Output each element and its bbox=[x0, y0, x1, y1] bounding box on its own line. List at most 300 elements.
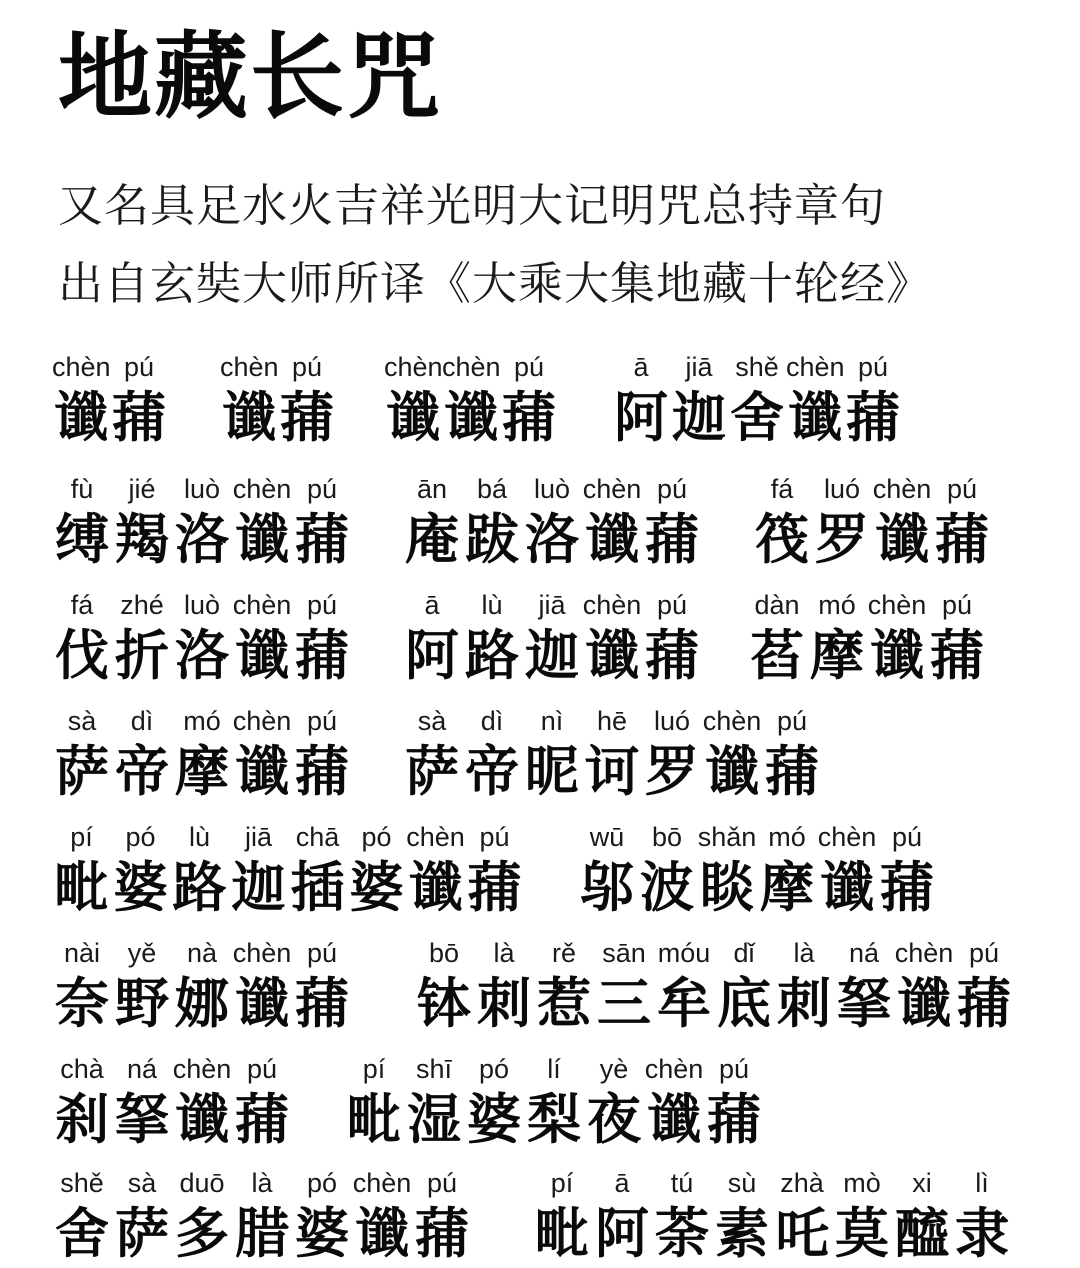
syllable bbox=[344, 1050, 404, 1152]
pinyin: ā bbox=[614, 1168, 630, 1198]
hanzi: 羯 bbox=[115, 508, 169, 571]
syllable bbox=[474, 934, 534, 1036]
mantra-phrase bbox=[612, 348, 902, 450]
syllable bbox=[747, 586, 807, 688]
hanzi: 谶 bbox=[235, 508, 289, 571]
hanzi: 刺 bbox=[477, 972, 531, 1035]
pinyin: dì bbox=[130, 706, 154, 736]
hanzi: 蒱 bbox=[112, 386, 166, 449]
syllable bbox=[807, 586, 867, 688]
pinyin: zhé bbox=[120, 590, 164, 620]
mantra-phrase bbox=[52, 1164, 472, 1266]
hanzi: 罗 bbox=[815, 508, 869, 571]
hanzi: 谶 bbox=[222, 386, 276, 449]
mantra-phrase bbox=[52, 934, 352, 1036]
hanzi: 萨 bbox=[405, 740, 459, 803]
syllable bbox=[932, 470, 992, 572]
hanzi: 刹 bbox=[55, 1088, 109, 1151]
syllable bbox=[670, 348, 728, 450]
hanzi: 腊 bbox=[235, 1202, 289, 1265]
syllable bbox=[232, 1164, 292, 1266]
mantra-phrase bbox=[577, 818, 937, 920]
hanzi: 折 bbox=[115, 624, 169, 687]
page-title: 地藏长咒 bbox=[58, 22, 443, 132]
hanzi: 跋 bbox=[465, 508, 519, 571]
syllable bbox=[172, 934, 232, 1036]
hanzi: 谶 bbox=[705, 740, 759, 803]
syllable bbox=[112, 470, 172, 572]
syllable bbox=[402, 702, 462, 804]
pinyin: duō bbox=[179, 1168, 225, 1198]
syllable bbox=[582, 702, 642, 804]
hanzi: 牟 bbox=[657, 972, 711, 1035]
syllable bbox=[384, 348, 442, 450]
pinyin: sà bbox=[127, 1168, 157, 1198]
pinyin: pú bbox=[426, 1168, 458, 1198]
hanzi: 底 bbox=[717, 972, 771, 1035]
pinyin: chèn bbox=[442, 352, 501, 382]
hanzi: 毗 bbox=[347, 1088, 401, 1151]
pinyin: pú bbox=[306, 938, 338, 968]
pinyin: pú bbox=[718, 1054, 750, 1084]
hanzi: 诃 bbox=[585, 740, 639, 803]
syllable bbox=[402, 586, 462, 688]
syllable bbox=[584, 1050, 644, 1152]
syllable bbox=[786, 348, 844, 450]
pinyin: chà bbox=[60, 1054, 104, 1084]
pinyin: ná bbox=[848, 938, 880, 968]
syllable bbox=[232, 1050, 292, 1152]
syllable bbox=[52, 586, 112, 688]
hanzi: 惹 bbox=[537, 972, 591, 1035]
syllable bbox=[292, 470, 352, 572]
syllable bbox=[52, 470, 112, 572]
syllable bbox=[352, 1164, 412, 1266]
syllable bbox=[872, 470, 932, 572]
hanzi: 谶 bbox=[386, 386, 440, 449]
syllable bbox=[927, 586, 987, 688]
hanzi: 蒱 bbox=[880, 856, 934, 919]
syllable bbox=[232, 470, 292, 572]
mantra-phrase bbox=[414, 934, 1014, 1036]
hanzi: 毗 bbox=[535, 1202, 589, 1265]
hanzi: 蒱 bbox=[280, 386, 334, 449]
syllable bbox=[522, 702, 582, 804]
hanzi: 舍 bbox=[730, 386, 784, 449]
syllable bbox=[812, 470, 872, 572]
pinyin: nì bbox=[540, 706, 564, 736]
syllable bbox=[752, 470, 812, 572]
hanzi: 多 bbox=[175, 1202, 229, 1265]
pinyin: hē bbox=[596, 706, 628, 736]
pinyin: chèn bbox=[232, 938, 292, 968]
pinyin: fù bbox=[70, 474, 94, 504]
pinyin: dì bbox=[480, 706, 504, 736]
pinyin: chèn bbox=[582, 474, 642, 504]
syllable bbox=[952, 1164, 1012, 1266]
syllable bbox=[464, 1050, 524, 1152]
syllable bbox=[406, 818, 465, 920]
pinyin: bō bbox=[428, 938, 460, 968]
hanzi: 吒 bbox=[775, 1202, 829, 1265]
hanzi: 素 bbox=[715, 1202, 769, 1265]
pinyin: yě bbox=[127, 938, 157, 968]
syllable bbox=[172, 586, 232, 688]
pinyin: chèn bbox=[817, 822, 877, 852]
hanzi: 蒱 bbox=[235, 1088, 289, 1151]
syllable bbox=[652, 1164, 712, 1266]
syllable bbox=[582, 470, 642, 572]
hanzi: 拏 bbox=[837, 972, 891, 1035]
hanzi: 谶 bbox=[355, 1202, 409, 1265]
syllable bbox=[697, 818, 757, 920]
syllable bbox=[52, 934, 112, 1036]
syllable bbox=[817, 818, 877, 920]
syllable bbox=[52, 1164, 112, 1266]
syllable bbox=[704, 1050, 764, 1152]
hanzi: 庵 bbox=[405, 508, 459, 571]
syllable bbox=[642, 586, 702, 688]
pinyin: pú bbox=[291, 352, 323, 382]
hanzi: 荼 bbox=[655, 1202, 709, 1265]
syllable bbox=[442, 348, 500, 450]
syllable bbox=[292, 702, 352, 804]
hanzi: 谶 bbox=[585, 624, 639, 687]
mantra-phrase bbox=[52, 470, 352, 572]
mantra-phrase bbox=[344, 1050, 764, 1152]
pinyin: luó bbox=[653, 706, 691, 736]
pinyin: chèn bbox=[406, 822, 465, 852]
syllable bbox=[772, 1164, 832, 1266]
hanzi: 帝 bbox=[465, 740, 519, 803]
syllable bbox=[292, 1164, 352, 1266]
syllable bbox=[522, 470, 582, 572]
pinyin: ná bbox=[126, 1054, 158, 1084]
hanzi: 蒱 bbox=[957, 972, 1011, 1035]
hanzi: 插 bbox=[290, 856, 345, 919]
hanzi: 洛 bbox=[175, 624, 229, 687]
mantra-phrase bbox=[402, 702, 822, 804]
pinyin: jié bbox=[128, 474, 156, 504]
hanzi: 谶 bbox=[408, 856, 463, 919]
hanzi: 婆 bbox=[113, 856, 168, 919]
hanzi: 睒 bbox=[700, 856, 754, 919]
pinyin: rě bbox=[551, 938, 576, 968]
hanzi: 谶 bbox=[788, 386, 842, 449]
pinyin: nà bbox=[186, 938, 218, 968]
syllable bbox=[644, 1050, 704, 1152]
hanzi: 谶 bbox=[647, 1088, 701, 1151]
hanzi: 婆 bbox=[295, 1202, 349, 1265]
syllable bbox=[112, 702, 172, 804]
syllable bbox=[172, 1164, 232, 1266]
syllable bbox=[112, 586, 172, 688]
syllable bbox=[757, 818, 817, 920]
syllable bbox=[112, 1050, 172, 1152]
pinyin: chèn bbox=[644, 1054, 704, 1084]
syllable bbox=[232, 586, 292, 688]
pinyin: pú bbox=[513, 352, 545, 382]
hanzi: 莫 bbox=[835, 1202, 889, 1265]
hanzi: 萨 bbox=[55, 740, 109, 803]
hanzi: 蒱 bbox=[765, 740, 819, 803]
hanzi: 蒱 bbox=[502, 386, 556, 449]
pinyin: sà bbox=[417, 706, 447, 736]
pinyin: pú bbox=[479, 822, 510, 852]
syllable bbox=[714, 934, 774, 1036]
syllable bbox=[414, 934, 474, 1036]
mantra-phrase bbox=[52, 702, 352, 804]
syllable bbox=[172, 470, 232, 572]
pinyin: fá bbox=[70, 590, 94, 620]
pinyin: sù bbox=[727, 1168, 757, 1198]
syllable bbox=[534, 934, 594, 1036]
pinyin: chèn bbox=[867, 590, 927, 620]
syllable bbox=[577, 818, 637, 920]
syllable bbox=[877, 818, 937, 920]
hanzi: 邬 bbox=[580, 856, 634, 919]
pinyin: chèn bbox=[582, 590, 642, 620]
hanzi: 梨 bbox=[527, 1088, 581, 1151]
mantra-phrase bbox=[402, 586, 702, 688]
pinyin: sān bbox=[602, 938, 646, 968]
pinyin: dàn bbox=[754, 590, 800, 620]
hanzi: 蒱 bbox=[935, 508, 989, 571]
pinyin: ān bbox=[416, 474, 448, 504]
hanzi: 洛 bbox=[175, 508, 229, 571]
syllable bbox=[834, 934, 894, 1036]
syllable bbox=[894, 934, 954, 1036]
pinyin: pú bbox=[968, 938, 1000, 968]
syllable bbox=[642, 702, 702, 804]
pinyin: pó bbox=[478, 1054, 510, 1084]
pinyin: lí bbox=[547, 1054, 561, 1084]
syllable bbox=[52, 702, 112, 804]
hanzi: 谶 bbox=[235, 740, 289, 803]
syllable bbox=[465, 818, 524, 920]
hanzi: 娜 bbox=[175, 972, 229, 1035]
hanzi: 伐 bbox=[55, 624, 109, 687]
mantra-phrase bbox=[220, 348, 336, 450]
pinyin: luò bbox=[533, 474, 571, 504]
pinyin: pú bbox=[857, 352, 889, 382]
hanzi: 蒱 bbox=[415, 1202, 469, 1265]
hanzi: 谶 bbox=[235, 972, 289, 1035]
pinyin: zhà bbox=[780, 1168, 824, 1198]
hanzi: 婆 bbox=[467, 1088, 521, 1151]
hanzi: 罗 bbox=[645, 740, 699, 803]
hanzi: 蒱 bbox=[295, 624, 349, 687]
pinyin: lì bbox=[975, 1168, 989, 1198]
pinyin: mó bbox=[183, 706, 221, 736]
syllable bbox=[500, 348, 558, 450]
mantra-phrase bbox=[384, 348, 558, 450]
hanzi: 筏 bbox=[755, 508, 809, 571]
hanzi: 蒱 bbox=[295, 508, 349, 571]
syllable bbox=[524, 1050, 584, 1152]
pinyin: pú bbox=[946, 474, 978, 504]
hanzi: 阿 bbox=[405, 624, 459, 687]
syllable bbox=[612, 348, 670, 450]
hanzi: 帝 bbox=[115, 740, 169, 803]
syllable bbox=[229, 818, 288, 920]
subtitle-source: 出自玄奘大师所译《大乘大集地藏十轮经》 bbox=[58, 257, 933, 310]
pinyin: lù bbox=[188, 822, 210, 852]
pinyin: shī bbox=[415, 1054, 453, 1084]
pinyin: chèn bbox=[232, 706, 292, 736]
pinyin: jiā bbox=[685, 352, 713, 382]
pinyin: bá bbox=[476, 474, 508, 504]
hanzi: 蒱 bbox=[467, 856, 522, 919]
syllable bbox=[110, 348, 168, 450]
pinyin: chèn bbox=[52, 352, 111, 382]
syllable bbox=[52, 818, 111, 920]
hanzi: 蒱 bbox=[295, 740, 349, 803]
mantra-phrase bbox=[752, 470, 992, 572]
syllable bbox=[462, 586, 522, 688]
pinyin: chèn bbox=[232, 590, 292, 620]
hanzi: 洛 bbox=[525, 508, 579, 571]
hanzi: 摩 bbox=[175, 740, 229, 803]
pinyin: móu bbox=[657, 938, 711, 968]
pinyin: chèn bbox=[786, 352, 845, 382]
syllable bbox=[52, 348, 110, 450]
syllable bbox=[347, 818, 406, 920]
pinyin: pú bbox=[656, 474, 688, 504]
pinyin: sà bbox=[67, 706, 97, 736]
syllable bbox=[642, 470, 702, 572]
hanzi: 舍 bbox=[55, 1202, 109, 1265]
pinyin: wū bbox=[589, 822, 625, 852]
syllable bbox=[232, 934, 292, 1036]
mantra-phrase bbox=[52, 1050, 292, 1152]
hanzi: 醯 bbox=[895, 1202, 949, 1265]
syllable bbox=[170, 818, 229, 920]
pinyin: pú bbox=[246, 1054, 278, 1084]
hanzi: 蒱 bbox=[295, 972, 349, 1035]
pinyin: pí bbox=[362, 1054, 386, 1084]
syllable bbox=[112, 1164, 172, 1266]
syllable bbox=[654, 934, 714, 1036]
hanzi: 谶 bbox=[870, 624, 924, 687]
mantra-phrase bbox=[747, 586, 987, 688]
syllable bbox=[762, 702, 822, 804]
syllable bbox=[522, 586, 582, 688]
hanzi: 蒱 bbox=[645, 624, 699, 687]
hanzi: 昵 bbox=[525, 740, 579, 803]
pinyin: chèn bbox=[232, 474, 292, 504]
hanzi: 谶 bbox=[820, 856, 874, 919]
syllable bbox=[728, 348, 786, 450]
pinyin: luò bbox=[183, 474, 221, 504]
syllable bbox=[292, 586, 352, 688]
syllable bbox=[52, 1050, 112, 1152]
hanzi: 谶 bbox=[235, 624, 289, 687]
hanzi: 迦 bbox=[672, 386, 726, 449]
pinyin: luó bbox=[823, 474, 861, 504]
hanzi: 谶 bbox=[444, 386, 498, 449]
syllable bbox=[832, 1164, 892, 1266]
hanzi: 迦 bbox=[525, 624, 579, 687]
pinyin: mó bbox=[818, 590, 856, 620]
mantra-phrase bbox=[52, 818, 524, 920]
syllable bbox=[892, 1164, 952, 1266]
pinyin: jiā bbox=[244, 822, 272, 852]
hanzi: 谶 bbox=[897, 972, 951, 1035]
hanzi: 谶 bbox=[875, 508, 929, 571]
syllable bbox=[592, 1164, 652, 1266]
pinyin: pí bbox=[70, 822, 93, 852]
mantra-phrase bbox=[532, 1164, 1012, 1266]
pinyin: pú bbox=[776, 706, 808, 736]
pinyin: tú bbox=[670, 1168, 694, 1198]
pinyin: mò bbox=[843, 1168, 881, 1198]
syllable bbox=[532, 1164, 592, 1266]
hanzi: 毗 bbox=[54, 856, 109, 919]
hanzi: 蒱 bbox=[707, 1088, 761, 1151]
pinyin: chā bbox=[295, 822, 340, 852]
hanzi: 蒱 bbox=[645, 508, 699, 571]
pinyin: chèn bbox=[384, 352, 443, 382]
pinyin: yè bbox=[599, 1054, 629, 1084]
syllable bbox=[462, 702, 522, 804]
pinyin: pú bbox=[941, 590, 973, 620]
pinyin: là bbox=[493, 938, 515, 968]
pinyin: chèn bbox=[872, 474, 932, 504]
syllable bbox=[278, 348, 336, 450]
hanzi: 奈 bbox=[55, 972, 109, 1035]
pinyin: pú bbox=[306, 474, 338, 504]
hanzi: 谶 bbox=[54, 386, 108, 449]
syllable bbox=[402, 470, 462, 572]
pinyin: chèn bbox=[172, 1054, 232, 1084]
pinyin: fá bbox=[770, 474, 794, 504]
pinyin: chèn bbox=[894, 938, 954, 968]
mantra-phrase bbox=[52, 348, 168, 450]
pinyin: pí bbox=[550, 1168, 574, 1198]
pinyin: dǐ bbox=[733, 938, 755, 968]
pinyin: là bbox=[793, 938, 815, 968]
pinyin: pó bbox=[125, 822, 156, 852]
syllable bbox=[594, 934, 654, 1036]
hanzi: 刺 bbox=[777, 972, 831, 1035]
hanzi: 阿 bbox=[614, 386, 668, 449]
pinyin: pú bbox=[306, 706, 338, 736]
pinyin: xi bbox=[912, 1168, 932, 1198]
pinyin: mó bbox=[768, 822, 806, 852]
syllable bbox=[954, 934, 1014, 1036]
hanzi: 钵 bbox=[417, 972, 471, 1035]
syllable bbox=[172, 1050, 232, 1152]
hanzi: 波 bbox=[640, 856, 694, 919]
hanzi: 路 bbox=[465, 624, 519, 687]
pinyin: jiā bbox=[538, 590, 566, 620]
syllable bbox=[712, 1164, 772, 1266]
mantra-phrase bbox=[52, 586, 352, 688]
hanzi: 蒱 bbox=[930, 624, 984, 687]
mantra-phrase bbox=[402, 470, 702, 572]
syllable bbox=[412, 1164, 472, 1266]
hanzi: 谶 bbox=[585, 508, 639, 571]
syllable bbox=[702, 702, 762, 804]
hanzi: 摩 bbox=[760, 856, 814, 919]
pinyin: luò bbox=[183, 590, 221, 620]
syllable bbox=[867, 586, 927, 688]
pinyin: shǎn bbox=[697, 822, 757, 852]
pinyin: ā bbox=[424, 590, 440, 620]
hanzi: 婆 bbox=[349, 856, 404, 919]
hanzi: 萏 bbox=[750, 624, 804, 687]
